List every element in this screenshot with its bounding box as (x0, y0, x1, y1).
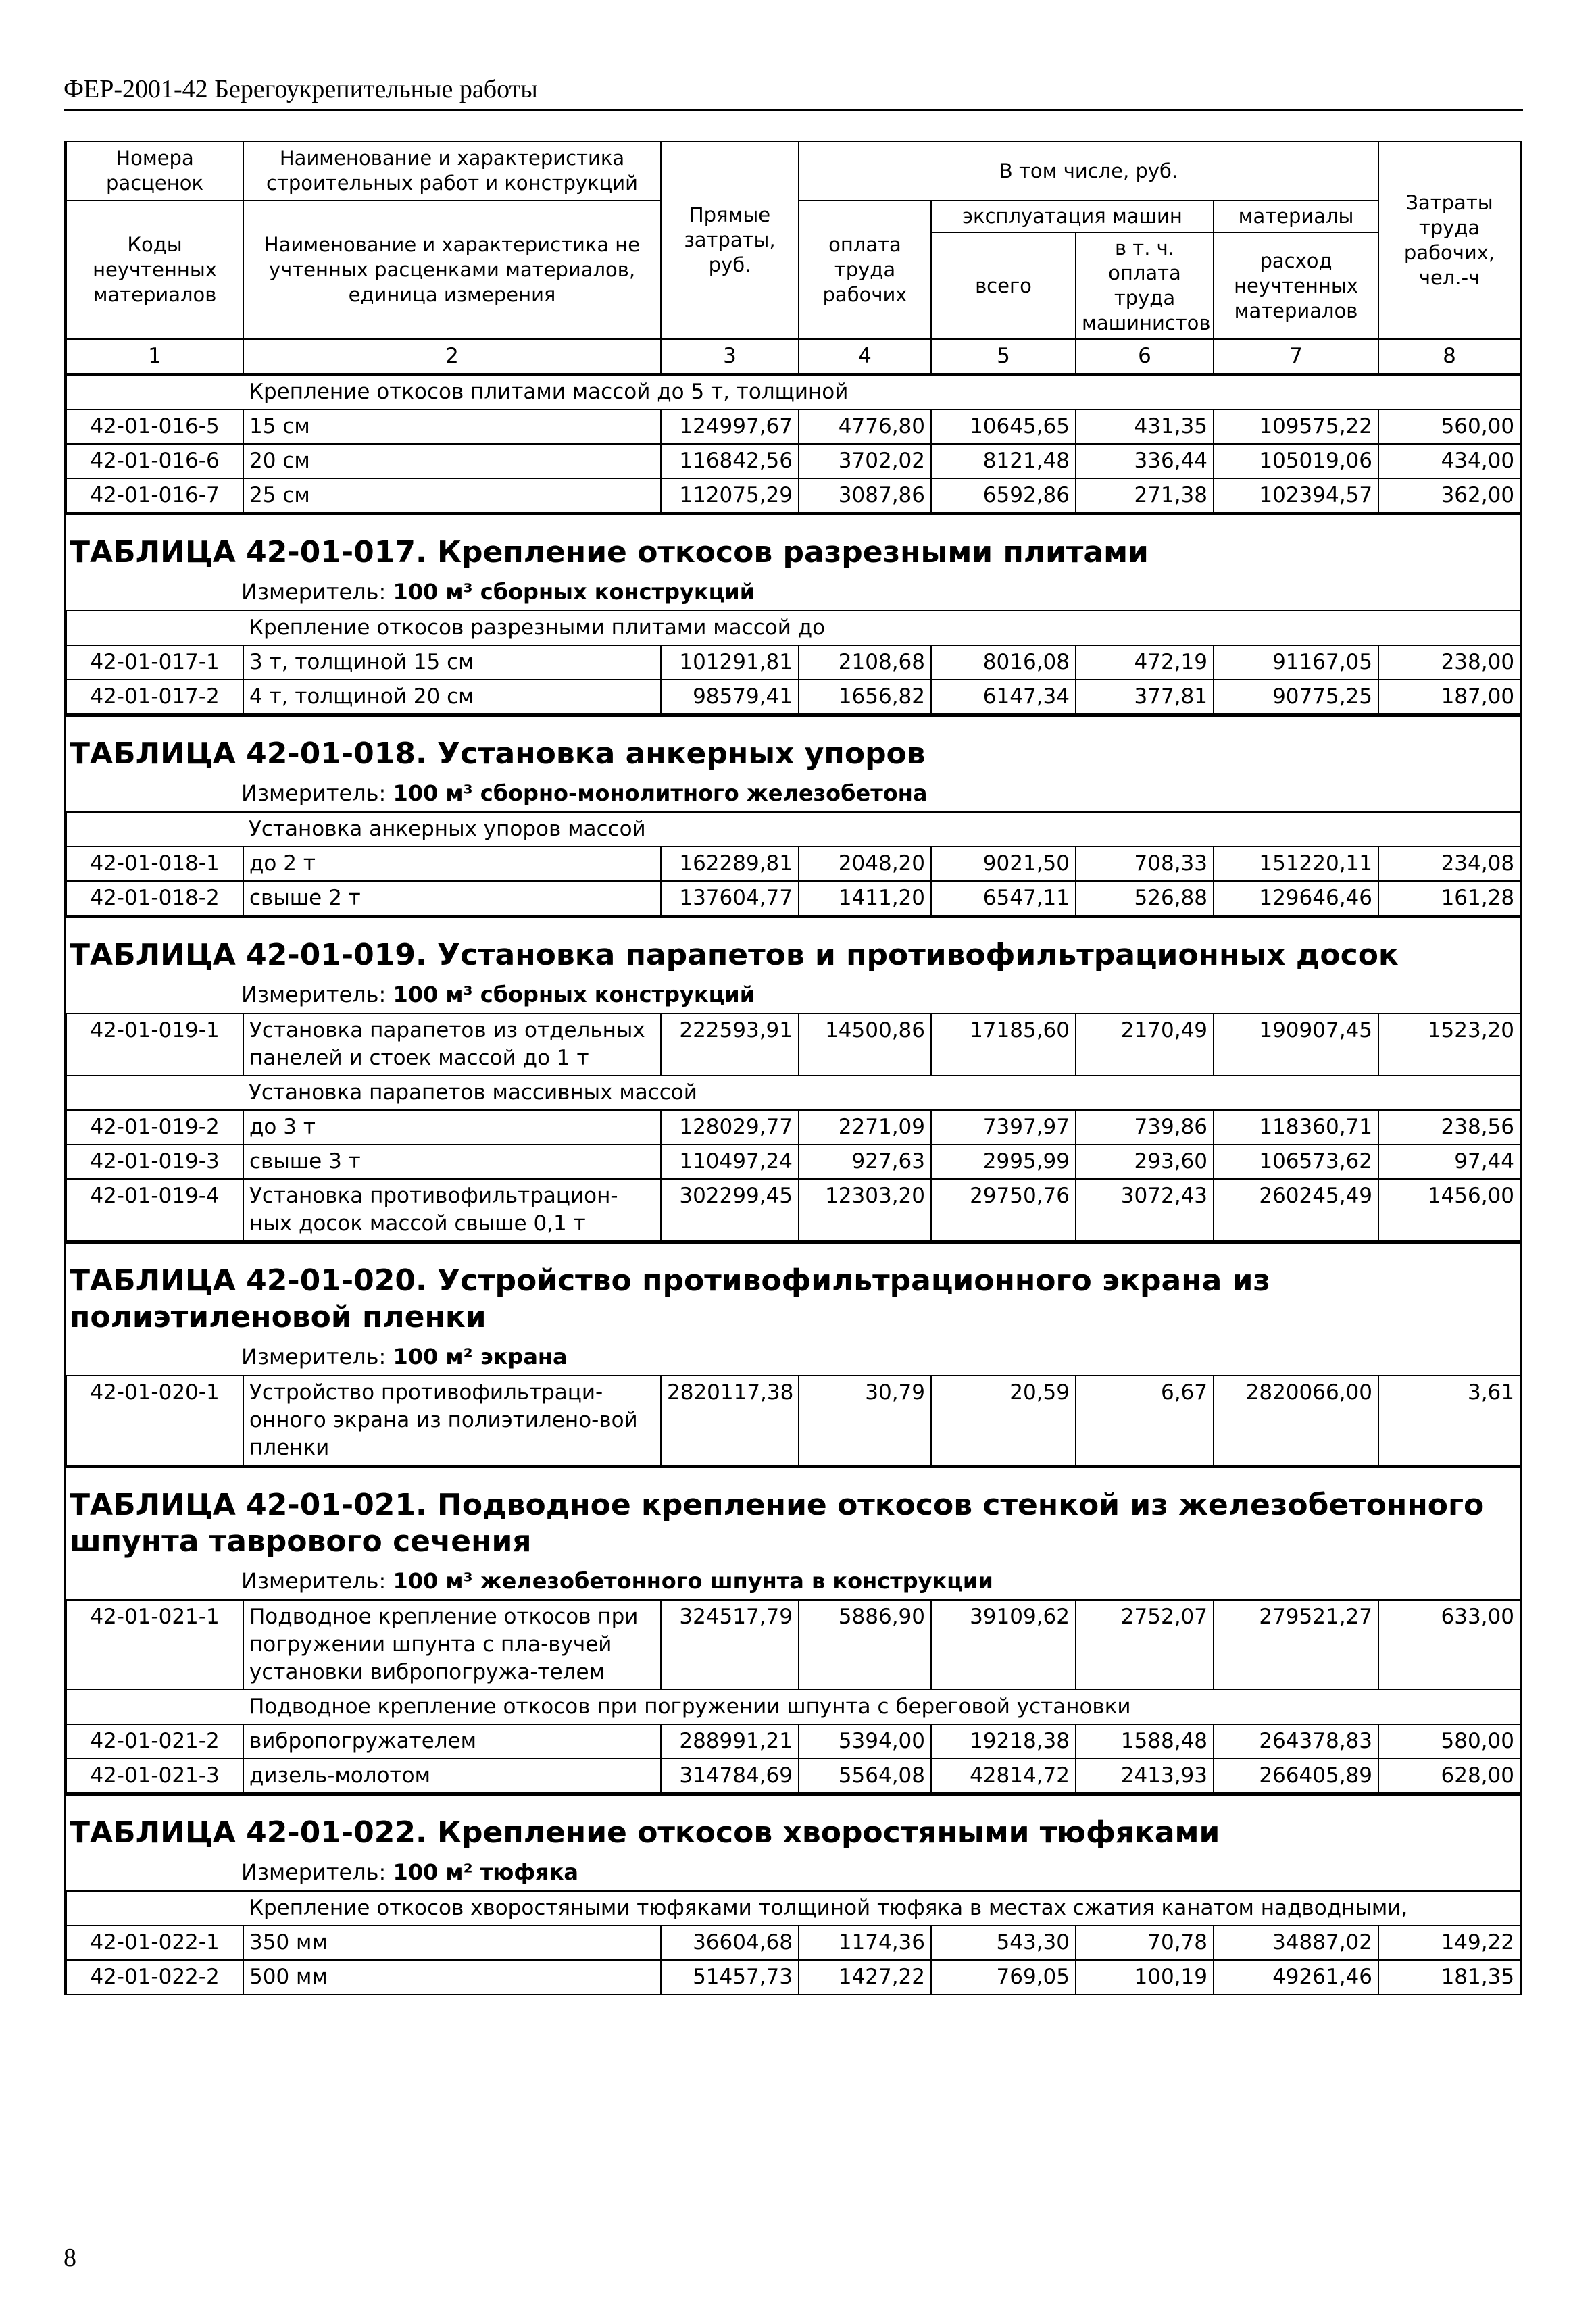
header-machines-total: всего (931, 232, 1076, 339)
rate-name: 500 мм (243, 1960, 661, 1994)
table-row (66, 1145, 1520, 1179)
group-heading: Установка анкерных упоров массой (243, 812, 1520, 847)
group-row (66, 611, 1520, 645)
direct-costs-value: 112075,29 (661, 478, 799, 513)
machinist-pay-value: 526,88 (1076, 881, 1214, 915)
direct-costs-value: 116842,56 (661, 444, 799, 478)
rate-code: 42-01-018-1 (66, 847, 243, 881)
meter-line (66, 776, 1520, 811)
worker-pay-value: 3087,86 (799, 478, 931, 513)
machinist-pay-value: 739,86 (1076, 1110, 1214, 1145)
machines-total-value: 6147,34 (931, 680, 1076, 714)
table-row (66, 1376, 1520, 1465)
rate-code: 42-01-020-1 (66, 1376, 243, 1465)
rate-code: 42-01-016-7 (66, 478, 243, 513)
materials-value: 91167,05 (1214, 645, 1378, 680)
labor-hours-value: 1456,00 (1378, 1179, 1520, 1241)
table-row (66, 645, 1520, 680)
machinist-pay-value: 431,35 (1076, 409, 1214, 444)
worker-pay-value: 1656,82 (799, 680, 931, 714)
materials-value: 105019,06 (1214, 444, 1378, 478)
rate-code: 42-01-021-2 (66, 1724, 243, 1759)
materials-value: 106573,62 (1214, 1145, 1378, 1179)
labor-hours-value: 3,61 (1378, 1376, 1520, 1465)
table-row (66, 1926, 1520, 1960)
rate-name: до 3 т (243, 1110, 661, 1145)
rate-code: 42-01-016-6 (66, 444, 243, 478)
machinist-pay-value: 336,44 (1076, 444, 1214, 478)
machines-total-value: 543,30 (931, 1926, 1076, 1960)
machines-total-value: 8121,48 (931, 444, 1076, 478)
section-t020 (66, 1242, 1520, 1466)
meter-label: Измеритель: (241, 1859, 386, 1885)
rate-name: 25 см (243, 478, 661, 513)
materials-value: 34887,02 (1214, 1926, 1378, 1960)
materials-value: 2820066,00 (1214, 1376, 1378, 1465)
direct-costs-value: 128029,77 (661, 1110, 799, 1145)
column-number: 2 (243, 339, 661, 374)
materials-value: 49261,46 (1214, 1960, 1378, 1994)
rate-code: 42-01-019-1 (66, 1013, 243, 1076)
header-machinist-pay: в т. ч. оплата труда машинистов (1076, 232, 1214, 339)
group-heading: Крепление откосов плитами массой до 5 т, толщиной (243, 375, 1520, 409)
section-t018 (66, 715, 1520, 916)
header-material-codes: Коды неучтенных материалов (66, 201, 243, 339)
materials-value: 190907,45 (1214, 1013, 1378, 1076)
machinist-pay-value: 377,81 (1076, 680, 1214, 714)
header-direct-costs: Прямые затраты, руб. (661, 141, 799, 339)
direct-costs-value: 137604,77 (661, 881, 799, 915)
table-row (66, 409, 1520, 444)
header-including: В том числе, руб. (799, 141, 1378, 201)
worker-pay-value: 5886,90 (799, 1600, 931, 1690)
section-t019 (66, 916, 1520, 1242)
machines-total-value: 39109,62 (931, 1600, 1076, 1690)
rates-document (64, 141, 1522, 1995)
materials-value: 118360,71 (1214, 1110, 1378, 1145)
rate-name: 20 см (243, 444, 661, 478)
machines-total-value: 2995,99 (931, 1145, 1076, 1179)
machines-total-value: 9021,50 (931, 847, 1076, 881)
machinist-pay-value: 2752,07 (1076, 1600, 1214, 1690)
labor-hours-value: 362,00 (1378, 478, 1520, 513)
rate-name: вибропогружателем (243, 1724, 661, 1759)
materials-value: 129646,46 (1214, 881, 1378, 915)
labor-hours-value: 187,00 (1378, 680, 1520, 714)
table-title: ТАБЛИЦА 42-01-019. Установка парапетов и противофильтрационных досок (66, 916, 1520, 978)
machines-total-value: 7397,97 (931, 1110, 1076, 1145)
section-t022 (66, 1794, 1520, 1995)
meter-value: 100 м³ железобетонного шпунта в конструкции (393, 1568, 993, 1594)
rate-name: свыше 3 т (243, 1145, 661, 1179)
table-row (66, 1110, 1520, 1145)
rates-table-016 (66, 374, 1521, 513)
materials-value: 151220,11 (1214, 847, 1378, 881)
labor-hours-value: 560,00 (1378, 409, 1520, 444)
rate-name: дизель-молотом (243, 1759, 661, 1793)
machines-total-value: 17185,60 (931, 1013, 1076, 1076)
page-header: ФЕР-2001-42 Берегоукрепительные работы (64, 75, 538, 103)
table-row (66, 1179, 1520, 1241)
machinist-pay-value: 3072,43 (1076, 1179, 1214, 1241)
direct-costs-value: 2820117,38 (661, 1376, 799, 1465)
materials-value: 102394,57 (1214, 478, 1378, 513)
labor-hours-value: 234,08 (1378, 847, 1520, 881)
machinist-pay-value: 472,19 (1076, 645, 1214, 680)
group-row (66, 1690, 1520, 1724)
rates-table (66, 811, 1521, 916)
worker-pay-value: 30,79 (799, 1376, 931, 1465)
machinist-pay-value: 2170,49 (1076, 1013, 1214, 1076)
labor-hours-value: 149,22 (1378, 1926, 1520, 1960)
table-row (66, 1759, 1520, 1793)
rates-table (66, 1599, 1521, 1794)
meter-line (66, 978, 1520, 1013)
column-number: 5 (931, 339, 1076, 374)
worker-pay-value: 2108,68 (799, 645, 931, 680)
rate-name: Подводное крепление откосов при погружении шпунта с пла-вучей установки вибропогружа-телем (243, 1600, 661, 1690)
header-materials: материалы (1214, 201, 1378, 232)
rate-name: 15 см (243, 409, 661, 444)
header-material-name: Наименование и характеристика не учтенных расценками материалов, единица измерения (243, 201, 661, 339)
direct-costs-value: 324517,79 (661, 1600, 799, 1690)
column-number: 7 (1214, 339, 1378, 374)
direct-costs-value: 101291,81 (661, 645, 799, 680)
meter-value: 100 м³ сборных конструкций (393, 579, 755, 605)
labor-hours-value: 238,56 (1378, 1110, 1520, 1145)
column-number: 6 (1076, 339, 1214, 374)
page-number: 8 (64, 2244, 76, 2272)
materials-value: 279521,27 (1214, 1600, 1378, 1690)
labor-hours-value: 580,00 (1378, 1724, 1520, 1759)
rate-code: 42-01-019-2 (66, 1110, 243, 1145)
direct-costs-value: 98579,41 (661, 680, 799, 714)
group-row (66, 1891, 1520, 1926)
rate-code: 42-01-018-2 (66, 881, 243, 915)
worker-pay-value: 2271,09 (799, 1110, 931, 1145)
machinist-pay-value: 6,67 (1076, 1376, 1214, 1465)
meter-value: 100 м³ сборных конструкций (393, 982, 755, 1007)
machines-total-value: 8016,08 (931, 645, 1076, 680)
rate-code: 42-01-021-1 (66, 1600, 243, 1690)
rate-code: 42-01-019-3 (66, 1145, 243, 1179)
meter-line (66, 1855, 1520, 1890)
group-heading: Подводное крепление откосов при погружении шпунта с береговой установки (243, 1690, 1520, 1724)
header-rule (64, 109, 1523, 111)
labor-hours-value: 181,35 (1378, 1960, 1520, 1994)
rate-code: 42-01-021-3 (66, 1759, 243, 1793)
rate-code: 42-01-019-4 (66, 1179, 243, 1241)
table-title: ТАБЛИЦА 42-01-017. Крепление откосов разрезными плитами (66, 513, 1520, 575)
table-sections (66, 374, 1520, 1995)
group-row (66, 812, 1520, 847)
machinist-pay-value: 293,60 (1076, 1145, 1214, 1179)
worker-pay-value: 3702,02 (799, 444, 931, 478)
column-number: 8 (1378, 339, 1520, 374)
table-row (66, 1013, 1520, 1076)
worker-pay-value: 5394,00 (799, 1724, 931, 1759)
labor-hours-value: 633,00 (1378, 1600, 1520, 1690)
table-row (66, 1960, 1520, 1994)
header-labor-hours: Затраты труда рабочих, чел.-ч (1378, 141, 1520, 339)
table-title: ТАБЛИЦА 42-01-020. Устройство противофильтрационного экрана из полиэтиленовой пленки (66, 1242, 1520, 1340)
rate-name: Установка противофильтрацион-ных досок массой свыше 0,1 т (243, 1179, 661, 1241)
machinist-pay-value: 100,19 (1076, 1960, 1214, 1994)
section-t017 (66, 513, 1520, 715)
rate-name: 3 т, толщиной 15 см (243, 645, 661, 680)
column-header-table (66, 141, 1521, 374)
rates-table (66, 610, 1521, 715)
machines-total-value: 20,59 (931, 1376, 1076, 1465)
meter-line (66, 1340, 1520, 1375)
materials-value: 109575,22 (1214, 409, 1378, 444)
worker-pay-value: 927,63 (799, 1145, 931, 1179)
meter-value: 100 м³ сборно-монолитного железобетона (393, 780, 928, 806)
rate-code: 42-01-022-1 (66, 1926, 243, 1960)
meter-label: Измеритель: (241, 982, 386, 1007)
machinist-pay-value: 271,38 (1076, 478, 1214, 513)
rates-table (66, 1890, 1521, 1995)
materials-value: 264378,83 (1214, 1724, 1378, 1759)
rate-code: 42-01-016-5 (66, 409, 243, 444)
worker-pay-value: 1411,20 (799, 881, 931, 915)
direct-costs-value: 302299,45 (661, 1179, 799, 1241)
rate-code: 42-01-017-1 (66, 645, 243, 680)
table-row (66, 444, 1520, 478)
machinist-pay-value: 1588,48 (1076, 1724, 1214, 1759)
table-title: ТАБЛИЦА 42-01-018. Установка анкерных упоров (66, 715, 1520, 776)
column-number: 3 (661, 339, 799, 374)
machines-total-value: 10645,65 (931, 409, 1076, 444)
column-number: 1 (66, 339, 243, 374)
header-unaccounted-materials: расход неучтенных материалов (1214, 232, 1378, 339)
header-work-name: Наименование и характеристика строительных работ и конструкций (243, 141, 661, 201)
machines-total-value: 19218,38 (931, 1724, 1076, 1759)
machines-total-value: 6592,86 (931, 478, 1076, 513)
group-heading: Крепление откосов разрезными плитами массой до (243, 611, 1520, 645)
worker-pay-value: 14500,86 (799, 1013, 931, 1076)
table-title: ТАБЛИЦА 42-01-021. Подводное крепление откосов стенкой из железобетонного шпунта таврового сечения (66, 1466, 1520, 1564)
direct-costs-value: 51457,73 (661, 1960, 799, 1994)
machines-total-value: 29750,76 (931, 1179, 1076, 1241)
worker-pay-value: 5564,08 (799, 1759, 931, 1793)
table-row (66, 478, 1520, 513)
header-worker-pay: оплата труда рабочих (799, 201, 931, 339)
group-row (66, 1076, 1520, 1110)
direct-costs-value: 124997,67 (661, 409, 799, 444)
meter-line (66, 575, 1520, 610)
meter-label: Измеритель: (241, 780, 386, 806)
table-title: ТАБЛИЦА 42-01-022. Крепление откосов хворостяными тюфяками (66, 1794, 1520, 1855)
table-row (66, 847, 1520, 881)
group-heading: Крепление откосов хворостяными тюфяками толщиной тюфяка в местах сжатия канатом надводными, (243, 1891, 1520, 1926)
table-row (66, 881, 1520, 915)
rate-name: 350 мм (243, 1926, 661, 1960)
direct-costs-value: 288991,21 (661, 1724, 799, 1759)
rate-name: свыше 2 т (243, 881, 661, 915)
meter-label: Измеритель: (241, 1568, 386, 1594)
machinist-pay-value: 70,78 (1076, 1926, 1214, 1960)
labor-hours-value: 434,00 (1378, 444, 1520, 478)
rate-name: до 2 т (243, 847, 661, 881)
materials-value: 90775,25 (1214, 680, 1378, 714)
materials-value: 260245,49 (1214, 1179, 1378, 1241)
worker-pay-value: 1174,36 (799, 1926, 931, 1960)
rate-name: Установка парапетов из отдельных панелей и стоек массой до 1 т (243, 1013, 661, 1076)
labor-hours-value: 628,00 (1378, 1759, 1520, 1793)
direct-costs-value: 222593,91 (661, 1013, 799, 1076)
meter-label: Измеритель: (241, 1344, 386, 1369)
labor-hours-value: 238,00 (1378, 645, 1520, 680)
section-t021 (66, 1466, 1520, 1794)
meter-value: 100 м² тюфяка (393, 1859, 578, 1885)
machines-total-value: 6547,11 (931, 881, 1076, 915)
header-rates-numbers: Номера расценок (66, 141, 243, 201)
worker-pay-value: 12303,20 (799, 1179, 931, 1241)
rates-table (66, 1013, 1521, 1242)
table-row (66, 680, 1520, 714)
group-row (66, 375, 1520, 409)
direct-costs-value: 36604,68 (661, 1926, 799, 1960)
direct-costs-value: 314784,69 (661, 1759, 799, 1793)
labor-hours-value: 1523,20 (1378, 1013, 1520, 1076)
direct-costs-value: 110497,24 (661, 1145, 799, 1179)
group-heading: Установка парапетов массивных массой (243, 1076, 1520, 1110)
meter-label: Измеритель: (241, 579, 386, 605)
labor-hours-value: 161,28 (1378, 881, 1520, 915)
column-number: 4 (799, 339, 931, 374)
table-row (66, 1724, 1520, 1759)
labor-hours-value: 97,44 (1378, 1145, 1520, 1179)
rate-name: 4 т, толщиной 20 см (243, 680, 661, 714)
machinist-pay-value: 708,33 (1076, 847, 1214, 881)
direct-costs-value: 162289,81 (661, 847, 799, 881)
worker-pay-value: 1427,22 (799, 1960, 931, 1994)
meter-line (66, 1564, 1520, 1599)
table-row (66, 1600, 1520, 1690)
rates-table (66, 1375, 1521, 1466)
meter-value: 100 м² экрана (393, 1344, 568, 1369)
machinist-pay-value: 2413,93 (1076, 1759, 1214, 1793)
rate-name: Устройство противофильтраци-онного экрана из полиэтилено-вой пленки (243, 1376, 661, 1465)
worker-pay-value: 4776,80 (799, 409, 931, 444)
rate-code: 42-01-022-2 (66, 1960, 243, 1994)
rate-code: 42-01-017-2 (66, 680, 243, 714)
machines-total-value: 42814,72 (931, 1759, 1076, 1793)
materials-value: 266405,89 (1214, 1759, 1378, 1793)
machines-total-value: 769,05 (931, 1960, 1076, 1994)
header-machines: эксплуатация машин (931, 201, 1214, 232)
worker-pay-value: 2048,20 (799, 847, 931, 881)
